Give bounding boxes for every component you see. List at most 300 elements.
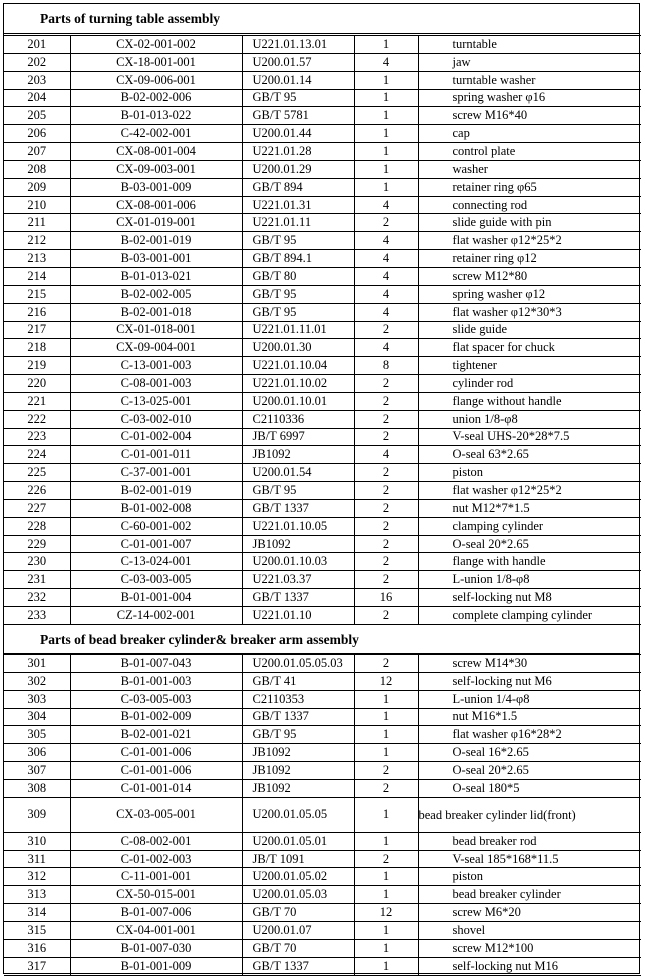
standard-code: U221.03.37	[242, 571, 354, 589]
part-code: B-02-002-005	[70, 285, 242, 303]
standard-code: JB1092	[242, 779, 354, 797]
standard-code: U200.01.30	[242, 339, 354, 357]
quantity: 1	[354, 107, 418, 125]
table-row	[4, 762, 641, 780]
quantity: 1	[354, 957, 418, 975]
parts-table-turning-table	[4, 35, 641, 625]
part-number: 206	[4, 125, 70, 143]
standard-code: U221.01.10.02	[242, 375, 354, 393]
part-code: C-03-003-005	[70, 571, 242, 589]
part-code: B-01-001-009	[70, 957, 242, 975]
table-row	[4, 499, 641, 517]
part-code: CX-09-004-001	[70, 339, 242, 357]
part-number: 316	[4, 939, 70, 957]
table-row	[4, 535, 641, 553]
part-number: 311	[4, 850, 70, 868]
quantity: 4	[354, 53, 418, 71]
standard-code: JB/T 1091	[242, 850, 354, 868]
description: self-locking nut M16	[418, 957, 641, 975]
description: slide guide	[418, 321, 641, 339]
quantity: 4	[354, 196, 418, 214]
standard-code: GB/T 70	[242, 939, 354, 957]
part-number: 232	[4, 589, 70, 607]
part-code: C-01-002-004	[70, 428, 242, 446]
table-row	[4, 160, 641, 178]
table-row	[4, 71, 641, 89]
quantity: 1	[354, 89, 418, 107]
quantity: 2	[354, 535, 418, 553]
part-code: CX-08-001-004	[70, 143, 242, 161]
description: nut M16*1.5	[418, 708, 641, 726]
part-number: 214	[4, 267, 70, 285]
table-row	[4, 464, 641, 482]
description: self-locking nut M6	[418, 672, 641, 690]
description: flat washer φ16*28*2	[418, 726, 641, 744]
part-number: 217	[4, 321, 70, 339]
part-code: B-01-007-006	[70, 904, 242, 922]
table-row	[4, 446, 641, 464]
quantity: 2	[354, 553, 418, 571]
part-number: 213	[4, 250, 70, 268]
table-row	[4, 143, 641, 161]
part-number: 215	[4, 285, 70, 303]
table-row	[4, 303, 641, 321]
part-code: B-02-001-019	[70, 482, 242, 500]
part-number: 307	[4, 762, 70, 780]
quantity: 1	[354, 143, 418, 161]
part-number: 223	[4, 428, 70, 446]
description: washer	[418, 160, 641, 178]
part-number: 202	[4, 53, 70, 71]
quantity: 2	[354, 375, 418, 393]
standard-code: U221.01.10.05	[242, 517, 354, 535]
description: O-seal 63*2.65	[418, 446, 641, 464]
part-number: 211	[4, 214, 70, 232]
quantity: 4	[354, 303, 418, 321]
standard-code: U200.01.05.01	[242, 832, 354, 850]
quantity: 1	[354, 797, 418, 832]
standard-code: U200.01.44	[242, 125, 354, 143]
table-row	[4, 832, 641, 850]
part-code: CX-04-001-001	[70, 921, 242, 939]
description: flange without handle	[418, 392, 641, 410]
part-number: 314	[4, 904, 70, 922]
standard-code: U200.01.07	[242, 921, 354, 939]
standard-code: JB1092	[242, 535, 354, 553]
part-code: CX-01-018-001	[70, 321, 242, 339]
description: union 1/8-φ8	[418, 410, 641, 428]
table-row	[4, 517, 641, 535]
standard-code: GB/T 95	[242, 89, 354, 107]
description: clamping cylinder	[418, 517, 641, 535]
part-number: 306	[4, 744, 70, 762]
part-code: C-01-001-014	[70, 779, 242, 797]
part-number: 224	[4, 446, 70, 464]
table-row	[4, 428, 641, 446]
description: screw M12*100	[418, 939, 641, 957]
part-code: B-02-001-018	[70, 303, 242, 321]
quantity: 4	[354, 339, 418, 357]
table-row	[4, 868, 641, 886]
parts-list-frame	[3, 3, 640, 974]
description: nut M12*7*1.5	[418, 499, 641, 517]
part-number: 219	[4, 357, 70, 375]
part-code: C-01-001-006	[70, 762, 242, 780]
part-number: 313	[4, 886, 70, 904]
part-code: CX-50-015-001	[70, 886, 242, 904]
description: piston	[418, 464, 641, 482]
description: V-seal 185*168*11.5	[418, 850, 641, 868]
part-code: B-03-001-009	[70, 178, 242, 196]
standard-code: GB/T 1337	[242, 589, 354, 607]
section-title-bead-breaker: Parts of bead breaker cylinder& breaker arm assembly	[4, 624, 639, 654]
standard-code: GB/T 5781	[242, 107, 354, 125]
part-number: 230	[4, 553, 70, 571]
quantity: 2	[354, 428, 418, 446]
description: bead breaker cylinder lid(front)	[418, 797, 641, 832]
description: slide guide with pin	[418, 214, 641, 232]
standard-code: GB/T 894.1	[242, 250, 354, 268]
standard-code: GB/T 70	[242, 904, 354, 922]
standard-code: U200.01.54	[242, 464, 354, 482]
description: L-union 1/4-φ8	[418, 690, 641, 708]
description: turntable	[418, 36, 641, 54]
part-number: 203	[4, 71, 70, 89]
description: cap	[418, 125, 641, 143]
description: retainer ring φ65	[418, 178, 641, 196]
description: flat washer φ12*25*2	[418, 232, 641, 250]
part-number: 210	[4, 196, 70, 214]
standard-code: U221.01.28	[242, 143, 354, 161]
part-code: B-01-013-022	[70, 107, 242, 125]
part-code: B-01-001-003	[70, 672, 242, 690]
description: flat washer φ12*25*2	[418, 482, 641, 500]
standard-code: U200.01.10.01	[242, 392, 354, 410]
table-row	[4, 886, 641, 904]
quantity: 2	[354, 850, 418, 868]
description: piston	[418, 868, 641, 886]
description: L-union 1/8-φ8	[418, 571, 641, 589]
standard-code: U200.01.05.03	[242, 886, 354, 904]
standard-code: GB/T 41	[242, 672, 354, 690]
part-number: 231	[4, 571, 70, 589]
description: screw M12*80	[418, 267, 641, 285]
standard-code: U200.01.05.02	[242, 868, 354, 886]
quantity: 1	[354, 71, 418, 89]
part-code: C-01-001-006	[70, 744, 242, 762]
standard-code: U221.01.13.01	[242, 36, 354, 54]
table-row	[4, 957, 641, 975]
table-row	[4, 553, 641, 571]
section-title-turning-table: Parts of turning table assembly	[4, 4, 639, 34]
part-number: 218	[4, 339, 70, 357]
standard-code: U200.01.05.05	[242, 797, 354, 832]
standard-code: GB/T 95	[242, 303, 354, 321]
description: screw M14*30	[418, 655, 641, 673]
quantity: 2	[354, 517, 418, 535]
quantity: 1	[354, 726, 418, 744]
part-code: B-03-001-001	[70, 250, 242, 268]
part-code: CZ-14-002-001	[70, 607, 242, 625]
part-code: C-42-002-001	[70, 125, 242, 143]
description: O-seal 20*2.65	[418, 535, 641, 553]
quantity: 1	[354, 36, 418, 54]
table-row	[4, 726, 641, 744]
table-row	[4, 36, 641, 54]
description: connecting rod	[418, 196, 641, 214]
part-number: 225	[4, 464, 70, 482]
description: O-seal 16*2.65	[418, 744, 641, 762]
quantity: 12	[354, 904, 418, 922]
part-code: C-37-001-001	[70, 464, 242, 482]
table-row	[4, 482, 641, 500]
table-row	[4, 589, 641, 607]
description: V-seal UHS-20*28*7.5	[418, 428, 641, 446]
quantity: 1	[354, 921, 418, 939]
table-row	[4, 196, 641, 214]
part-number: 302	[4, 672, 70, 690]
standard-code: U221.01.11.01	[242, 321, 354, 339]
standard-code: GB/T 95	[242, 285, 354, 303]
table-row	[4, 607, 641, 625]
table-row	[4, 690, 641, 708]
standard-code: GB/T 894	[242, 178, 354, 196]
quantity: 1	[354, 178, 418, 196]
part-code: B-01-001-004	[70, 589, 242, 607]
part-code: C-01-001-011	[70, 446, 242, 464]
table-row	[4, 744, 641, 762]
part-code: CX-18-001-001	[70, 53, 242, 71]
table-row	[4, 250, 641, 268]
standard-code: U200.01.29	[242, 160, 354, 178]
standard-code: GB/T 1337	[242, 708, 354, 726]
part-code: CX-02-001-002	[70, 36, 242, 54]
part-code: CX-03-005-001	[70, 797, 242, 832]
quantity: 2	[354, 482, 418, 500]
part-code: B-01-002-009	[70, 708, 242, 726]
standard-code: U221.01.10.04	[242, 357, 354, 375]
description: flange with handle	[418, 553, 641, 571]
part-number: 304	[4, 708, 70, 726]
table-row	[4, 708, 641, 726]
table-row	[4, 375, 641, 393]
table-row	[4, 410, 641, 428]
quantity: 16	[354, 589, 418, 607]
part-code: B-01-007-043	[70, 655, 242, 673]
part-number: 221	[4, 392, 70, 410]
table-row	[4, 392, 641, 410]
part-code: C-03-002-010	[70, 410, 242, 428]
standard-code: U200.01.10.03	[242, 553, 354, 571]
standard-code: GB/T 1337	[242, 957, 354, 975]
standard-code: C2110353	[242, 690, 354, 708]
standard-code: U221.01.10	[242, 607, 354, 625]
quantity: 2	[354, 321, 418, 339]
part-number: 220	[4, 375, 70, 393]
quantity: 2	[354, 762, 418, 780]
description: jaw	[418, 53, 641, 71]
quantity: 2	[354, 655, 418, 673]
quantity: 1	[354, 868, 418, 886]
quantity: 4	[354, 285, 418, 303]
table-row	[4, 939, 641, 957]
table-row	[4, 797, 641, 832]
description: screw M16*40	[418, 107, 641, 125]
standard-code: U200.01.14	[242, 71, 354, 89]
standard-code: GB/T 95	[242, 232, 354, 250]
part-code: C-08-001-003	[70, 375, 242, 393]
description: bead breaker rod	[418, 832, 641, 850]
quantity: 1	[354, 690, 418, 708]
part-code: C-08-002-001	[70, 832, 242, 850]
description: spring washer φ16	[418, 89, 641, 107]
part-code: C-13-024-001	[70, 553, 242, 571]
part-number: 308	[4, 779, 70, 797]
quantity: 4	[354, 250, 418, 268]
quantity: 1	[354, 832, 418, 850]
description: self-locking nut M8	[418, 589, 641, 607]
part-code: C-13-001-003	[70, 357, 242, 375]
quantity: 4	[354, 446, 418, 464]
description: O-seal 180*5	[418, 779, 641, 797]
quantity: 2	[354, 214, 418, 232]
description: shovel	[418, 921, 641, 939]
part-number: 310	[4, 832, 70, 850]
table-row	[4, 214, 641, 232]
table-row	[4, 107, 641, 125]
part-code: C-03-005-003	[70, 690, 242, 708]
description: screw M6*20	[418, 904, 641, 922]
quantity: 2	[354, 499, 418, 517]
part-number: 312	[4, 868, 70, 886]
part-number: 222	[4, 410, 70, 428]
part-number: 201	[4, 36, 70, 54]
standard-code: U221.01.31	[242, 196, 354, 214]
part-code: CX-08-001-006	[70, 196, 242, 214]
quantity: 2	[354, 464, 418, 482]
table-row	[4, 285, 641, 303]
quantity: 1	[354, 886, 418, 904]
quantity: 1	[354, 708, 418, 726]
description: bead breaker cylinder	[418, 886, 641, 904]
table-row	[4, 571, 641, 589]
part-code: CX-09-006-001	[70, 71, 242, 89]
table-row	[4, 321, 641, 339]
standard-code: U200.01.57	[242, 53, 354, 71]
part-number: 303	[4, 690, 70, 708]
part-number: 309	[4, 797, 70, 832]
part-number: 204	[4, 89, 70, 107]
quantity: 2	[354, 607, 418, 625]
standard-code: GB/T 80	[242, 267, 354, 285]
part-code: B-02-001-021	[70, 726, 242, 744]
part-number: 226	[4, 482, 70, 500]
part-code: C-13-025-001	[70, 392, 242, 410]
table-row	[4, 779, 641, 797]
quantity: 2	[354, 779, 418, 797]
part-number: 301	[4, 655, 70, 673]
quantity: 1	[354, 939, 418, 957]
standard-code: U200.01.05.05.03	[242, 655, 354, 673]
part-code: CX-01-019-001	[70, 214, 242, 232]
part-code: B-01-007-030	[70, 939, 242, 957]
description: control plate	[418, 143, 641, 161]
part-number: 227	[4, 499, 70, 517]
part-code: C-60-001-002	[70, 517, 242, 535]
description: cylinder rod	[418, 375, 641, 393]
description: tightener	[418, 357, 641, 375]
description: flat washer φ12*30*3	[418, 303, 641, 321]
table-row	[4, 655, 641, 673]
table-row	[4, 904, 641, 922]
quantity: 1	[354, 125, 418, 143]
part-number: 205	[4, 107, 70, 125]
part-number: 317	[4, 957, 70, 975]
part-number: 233	[4, 607, 70, 625]
description: spring washer φ12	[418, 285, 641, 303]
table-row	[4, 339, 641, 357]
part-code: B-02-002-006	[70, 89, 242, 107]
standard-code: U221.01.11	[242, 214, 354, 232]
table-row	[4, 125, 641, 143]
description: turntable washer	[418, 71, 641, 89]
description: flat spacer for chuck	[418, 339, 641, 357]
part-code: C-01-002-003	[70, 850, 242, 868]
standard-code: JB1092	[242, 762, 354, 780]
part-code: B-01-013-021	[70, 267, 242, 285]
table-row	[4, 672, 641, 690]
table-row	[4, 850, 641, 868]
part-number: 209	[4, 178, 70, 196]
standard-code: GB/T 95	[242, 726, 354, 744]
part-code: B-01-002-008	[70, 499, 242, 517]
table-row	[4, 267, 641, 285]
part-number: 315	[4, 921, 70, 939]
table-row	[4, 178, 641, 196]
part-number: 207	[4, 143, 70, 161]
standard-code: GB/T 95	[242, 482, 354, 500]
part-number: 229	[4, 535, 70, 553]
table-row	[4, 921, 641, 939]
description: retainer ring φ12	[418, 250, 641, 268]
table-row	[4, 53, 641, 71]
description: complete clamping cylinder	[418, 607, 641, 625]
parts-table-bead-breaker	[4, 654, 641, 976]
part-number: 208	[4, 160, 70, 178]
part-code: B-02-001-019	[70, 232, 242, 250]
table-row	[4, 89, 641, 107]
part-number: 305	[4, 726, 70, 744]
part-number: 228	[4, 517, 70, 535]
part-code: C-11-001-001	[70, 868, 242, 886]
part-code: CX-09-003-001	[70, 160, 242, 178]
standard-code: JB1092	[242, 744, 354, 762]
quantity: 1	[354, 744, 418, 762]
part-number: 212	[4, 232, 70, 250]
quantity: 12	[354, 672, 418, 690]
quantity: 1	[354, 160, 418, 178]
quantity: 4	[354, 232, 418, 250]
quantity: 8	[354, 357, 418, 375]
quantity: 2	[354, 392, 418, 410]
part-number: 216	[4, 303, 70, 321]
standard-code: JB1092	[242, 446, 354, 464]
part-code: C-01-001-007	[70, 535, 242, 553]
standard-code: JB/T 6997	[242, 428, 354, 446]
quantity: 4	[354, 267, 418, 285]
table-row	[4, 357, 641, 375]
table-row	[4, 232, 641, 250]
